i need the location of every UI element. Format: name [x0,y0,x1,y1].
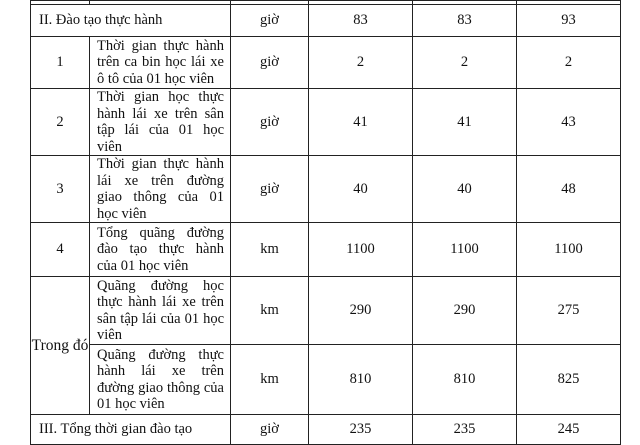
value-cell-3: 48 [517,156,621,223]
table-row [31,223,621,277]
value-cell-2: 810 [413,345,517,415]
row-description: Thời gian thực hành lái xe trên đường giao thông của 01 học viên [90,156,231,223]
value-cell-2: 1100 [413,223,517,277]
unit-cell: giờ [231,415,309,445]
table-row [31,345,621,415]
value-cell-1: 41 [309,89,413,156]
table-row [31,156,621,223]
group-label: Trong đó [31,277,90,415]
value-cell-2: 40 [413,156,517,223]
value-cell-2: 2 [413,37,517,89]
unit-cell: giờ [231,5,309,37]
row-number: 2 [31,89,90,156]
value-cell-3: 1100 [517,223,621,277]
value-cell-1: 290 [309,277,413,345]
unit-cell: giờ [231,156,309,223]
section-row-total-training-time [31,415,621,445]
value-cell-2: 83 [413,5,517,37]
row-description: Quãng đường thực hành lái xe trên đường giao thông của 01 học viên [90,345,231,415]
section-row-practical-training [31,5,621,37]
row-number: 3 [31,156,90,223]
value-cell-2: 290 [413,277,517,345]
value-cell-3: 93 [517,5,621,37]
value-cell-1: 235 [309,415,413,445]
value-cell-2: 41 [413,89,517,156]
value-cell-1: 2 [309,37,413,89]
value-cell-3: 275 [517,277,621,345]
value-cell-3: 43 [517,89,621,156]
unit-cell: km [231,277,309,345]
row-description: Tổng quãng đường đào tạo thực hành của 01 học viên [90,223,231,277]
row-description: Thời gian thực hành trên ca bin học lái xe ô tô của 01 học viên [90,37,231,89]
unit-cell: km [231,223,309,277]
value-cell-1: 40 [309,156,413,223]
row-number: 4 [31,223,90,277]
row-description: Thời gian học thực hành lái xe trên sân tập lái của 01 học viên [90,89,231,156]
table-row [31,277,621,345]
row-number: 1 [31,37,90,89]
training-table [30,0,621,445]
table-row [31,89,621,156]
value-cell-1: 810 [309,345,413,415]
unit-cell: giờ [231,37,309,89]
value-cell-2: 235 [413,415,517,445]
unit-cell: km [231,345,309,415]
section-label: II. Đào tạo thực hành [31,5,231,37]
section-label: III. Tổng thời gian đào tạo [31,415,231,445]
value-cell-3: 245 [517,415,621,445]
table-row [31,37,621,89]
value-cell-3: 2 [517,37,621,89]
unit-cell: giờ [231,89,309,156]
value-cell-3: 825 [517,345,621,415]
value-cell-1: 1100 [309,223,413,277]
value-cell-1: 83 [309,5,413,37]
row-description: Quãng đường học thực hành lái xe trên sân tập lái của 01 học viên [90,277,231,345]
